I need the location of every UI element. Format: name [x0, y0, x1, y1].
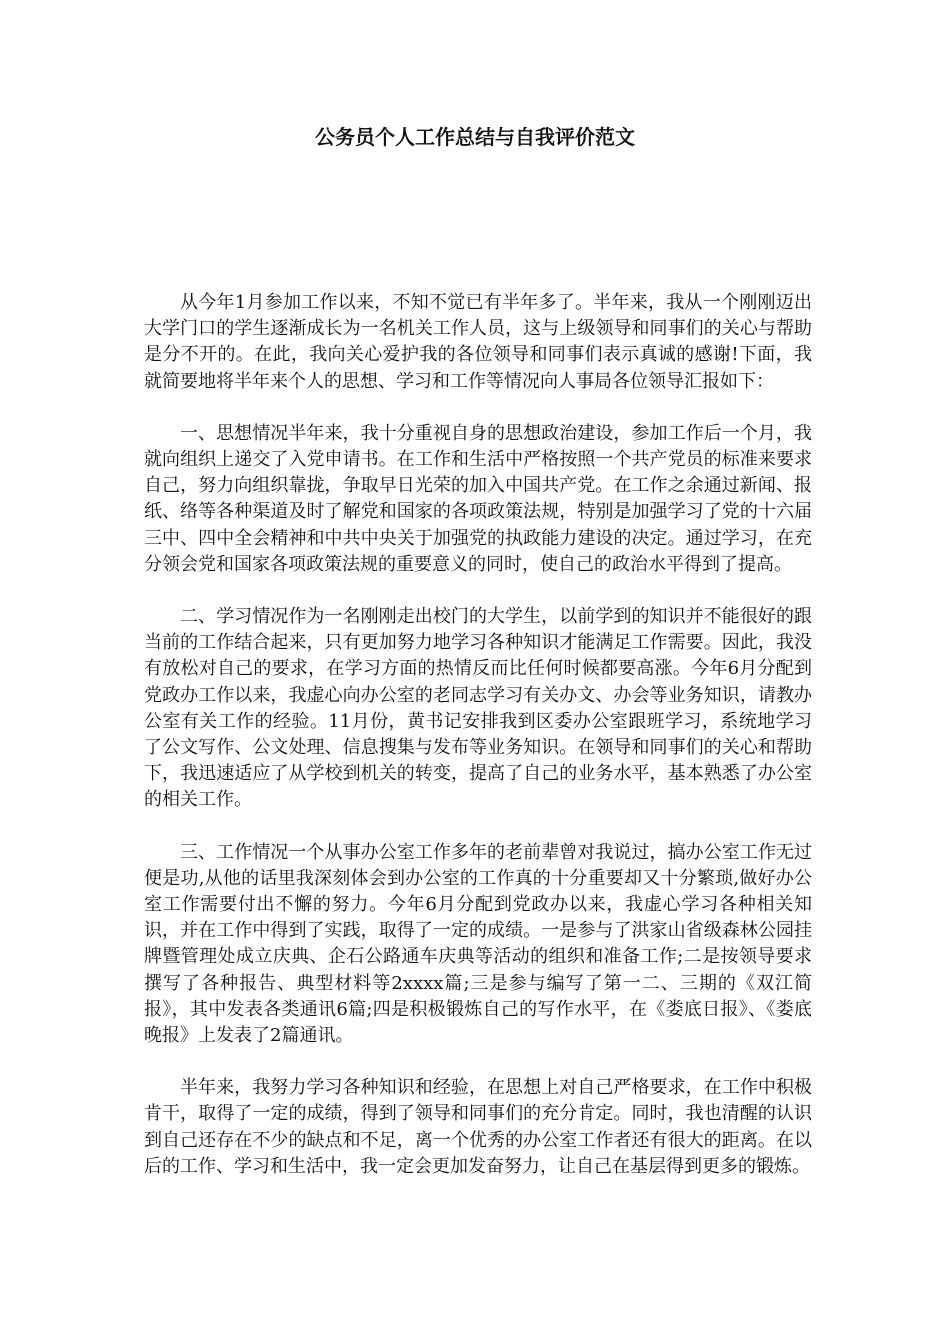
paragraph-ideology: 一、思想情况半年来，我十分重视自身的思想政治建设，参加工作后一个月，我就向组织上递交了入党申请书。在工作和生活中严格按照一个共产党员的标准来要求自己，努力向组织靠拢，争取早日光荣的加入中国共产党。在工作之余通过新闻、报纸、络等各种渠道及时了解党和国家的各项政策法规，特别是加强学习了党的十六届三中、四中全会精神和中共中央关于加强党的执政能力建设的决定。通过学习，在充分领会党和国家各项政策法规的重要意义的同时，使自己的政治水平得到了提高。 — [144, 422, 812, 575]
paragraph-study: 二、学习情况作为一名刚刚走出校门的大学生，以前学到的知识并不能很好的跟当前的工作结合起来，只有更加努力地学习各种知识才能满足工作需要。因此，我没有放松对自己的要求，在学习方面的热情反而比任何时候都要高涨。今年6月分配到党政办工作以来，我虚心向办公室的老同志学习有关办文、办会等业务知识，请教办公室有关工作的经验。11月份，黄书记安排我到区委办公室跟班学习，系统地学习了公文写作、公文处理、信息搜集与发布等业务知识。在领导和同事们的关心和帮助下，我迅速适应了从学校到机关的转变，提高了自己的业务水平，基本熟悉了办公室的相关工作。 — [144, 606, 812, 811]
paragraph-work: 三、工作情况一个从事办公室工作多年的老前辈曾对我说过，搞办公室工作无过便是功,从他的话里我深刻体会到办公室的工作真的十分重要却又十分繁琐,做好办公室工作需要付出不懈的努力。今年6月分配到党政办以来，我虚心学习各种相关知识，并在工作中得到了实践，取得了一定的成绩。一是参与了洪家山省级森林公园挂牌暨管理处成立庆典、企石公路通车庆典等活动的组织和准备工作;二是按领导要求撰写了各种报告、典型材料等2xxxx篇;三是参与编写了第一二、三期的《双江简报》，其中发表各类通讯6篇;四是积极锻炼自己的写作水平，在《娄底日报》、《娄底晚报》上发表了2篇通讯。 — [144, 841, 812, 1047]
paragraph-conclusion: 半年来，我努力学习各种知识和经验，在思想上对自己严格要求，在工作中积极肯干，取得了一定的成绩，得到了领导和同事们的充分肯定。同时，我也清醒的认识到自己还存在不少的缺点和不足，离一个优秀的办公室工作者还有很大的距离。在以后的工作、学习和生活中，我一定会更加发奋努力，让自己在基层得到更多的锻炼。 — [144, 1077, 812, 1177]
document-body — [144, 290, 812, 1206]
paragraph-intro: 从今年1月参加工作以来，不知不觉已有半年多了。半年来，我从一个刚刚迈出大学门口的学生逐渐成长为一名机关工作人员，这与上级领导和同事们的关心与帮助是分不开的。在此，我向关心爱护我的各位领导和同事们表示真诚的感谢!下面，我就简要地将半年来个人的思想、学习和工作等情况向人事局各位领导汇报如下： — [144, 292, 812, 392]
document-title: 公务员个人工作总结与自我评价范文 — [315, 125, 635, 149]
